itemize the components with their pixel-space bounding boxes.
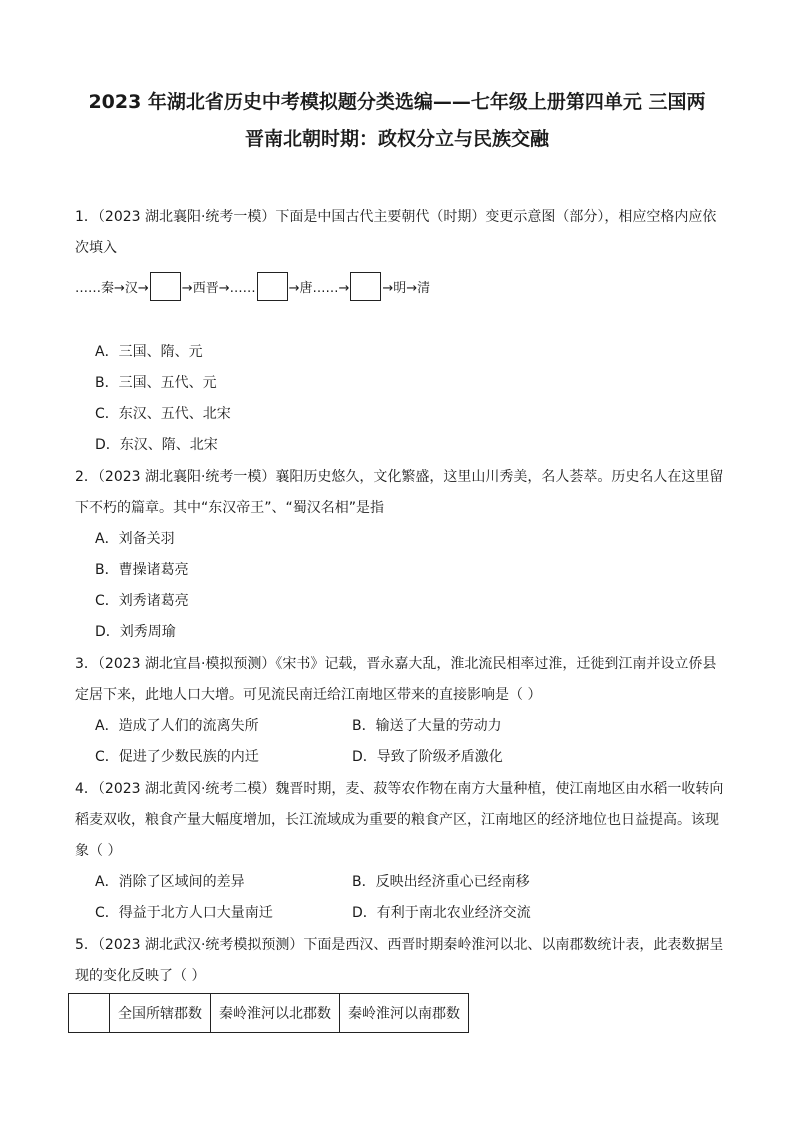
title-line-1: 2023 年湖北省历史中考模拟题分类选编——七年级上册第四单元 三国两: [88, 91, 706, 113]
question-4-option-c: C．得益于北方人口大量南迁: [95, 905, 273, 921]
question-3-text: 3．（2023 湖北宜昌·模拟预测）《宋书》记载，晋永嘉大乱，淮北流民相率过淮，迁徙到江南并设立侨县定居下来，此地人口大增。可见流民南迁给江南地区带来的直接影响是（ ）: [75, 656, 717, 703]
question-3-option-a: A．造成了人们的流离失所: [95, 718, 259, 734]
flow-segment-1: ……秦→汉→: [75, 280, 149, 296]
question-4-option-b: B．反映出经济重心已经南移: [352, 874, 530, 890]
question-1-text: 1．（2023 湖北襄阳·统考一模）下面是中国古代主要朝代（时期）变更示意图（部分），相应空格内应依次填入: [75, 209, 717, 256]
table-header-row: [69, 994, 469, 1033]
table-header-cell: 全国所辖郡数: [110, 994, 211, 1033]
document-title: [40, 84, 754, 158]
question-2-option-b: B．曹操诸葛亮: [95, 562, 189, 578]
question-1-option-d: D．东汉、隋、北宋: [95, 437, 218, 453]
title-line-2: 晋南北朝时期：政权分立与民族交融: [244, 128, 549, 150]
flow-blank-box-2: [257, 272, 288, 301]
dynasty-flow-diagram: [75, 270, 430, 302]
flow-segment-4: →明→清: [382, 280, 431, 296]
flow-segment-3: →唐……→: [288, 280, 350, 296]
question-4-text: 4．（2023 湖北黄冈·统考二模）魏晋时期，麦、菽等农作物在南方大量种植，使江南地区由水稻一收转向稻麦双收，粮食产量大幅度增加，长江流域成为重要的粮食产区，江南地区的经济地位也日益提高。该现象（ ）: [75, 781, 724, 859]
question-1-option-c: C．东汉、五代、北宋: [95, 406, 231, 422]
question-1-option-b: B．三国、五代、元: [95, 375, 217, 391]
question-1-option-a: A．三国、隋、元: [95, 344, 203, 360]
question-3-option-d: D．导致了阶级矛盾激化: [352, 749, 503, 765]
commandery-count-table: [68, 993, 469, 1033]
table-header-cell-empty: [69, 994, 110, 1033]
table-header-cell: 秦岭淮河以北郡数: [211, 994, 340, 1033]
question-2-option-d: D．刘秀周瑜: [95, 624, 176, 640]
question-3-option-c: C．促进了少数民族的内迁: [95, 749, 259, 765]
question-5-text: 5．（2023 湖北武汉·统考模拟预测）下面是西汉、西晋时期秦岭淮河以北、以南郡数统计表，此表数据呈现的变化反映了（ ）: [75, 937, 724, 984]
question-4-option-d: D．有利于南北农业经济交流: [352, 905, 531, 921]
question-2-option-a: A．刘备关羽: [95, 531, 175, 547]
question-2-text: 2．（2023 湖北襄阳·统考一模）襄阳历史悠久，文化繁盛，这里山川秀美，名人荟萃。历史名人在这里留下不朽的篇章。其中“东汉帝王”、“蜀汉名相”是指: [75, 469, 724, 516]
flow-segment-2: →西晋→……: [181, 280, 256, 296]
question-2-option-c: C．刘秀诸葛亮: [95, 593, 189, 609]
flow-blank-box-3: [350, 272, 381, 301]
table-header-cell: 秦岭淮河以南郡数: [340, 994, 469, 1033]
flow-blank-box-1: [150, 272, 181, 301]
question-4-option-a: A．消除了区域间的差异: [95, 874, 245, 890]
question-3-option-b: B．输送了大量的劳动力: [352, 718, 502, 734]
